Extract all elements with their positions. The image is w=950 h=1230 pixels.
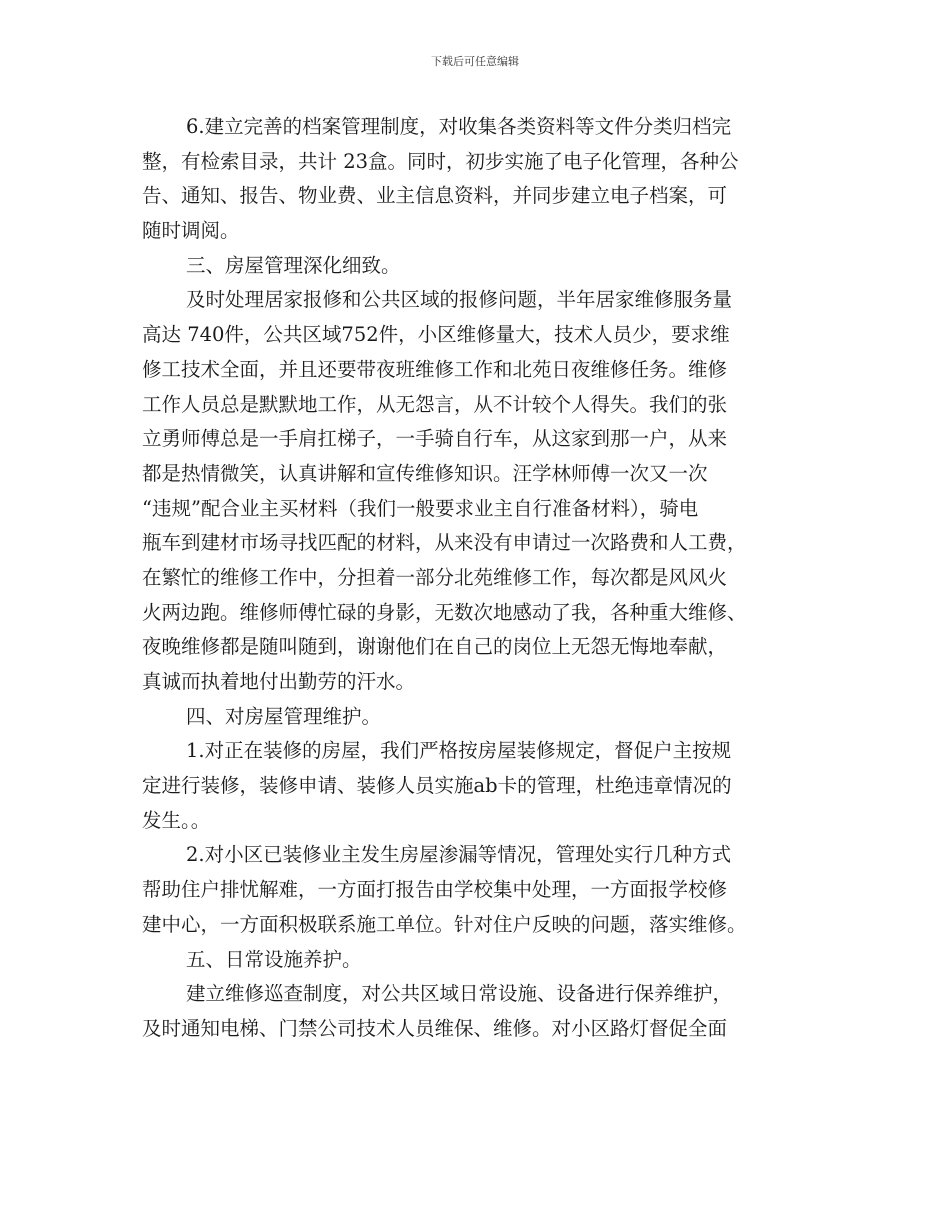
text-line: 高达 740件，公共区域752件，小区维修量大，技术人员少，要求维 (142, 323, 730, 347)
text-line: 四、对房屋管理维护。 (186, 704, 382, 728)
text-line: 建中心，一方面积极联系施工单位。针对住户反映的问题，落实维修。 (142, 912, 747, 936)
text-line: 告、通知、报告、物业费、业主信息资料，并同步建立电子档案，可 (142, 184, 728, 208)
page-header: 下载后可任意编辑 (431, 55, 519, 68)
text-line: 在繁忙的维修工作中，分担着一部分北苑维修工作，每次都是风风火 (142, 565, 728, 589)
text-line: 1.对正在装修的房屋，我们严格按房屋装修规定，督促户主按规 (186, 739, 732, 763)
text-line: 修工技术全面，并且还要带夜班维修工作和北苑日夜维修任务。维修 (142, 357, 728, 381)
text-line: 发生。。 (142, 808, 211, 832)
text-line: 建立维修巡查制度，对公共区域日常设施、设备进行保养维护， (186, 982, 733, 1006)
text-line: 瓶车到建材市场寻找匹配的材料，从来没有申请过一次路费和人工费， (142, 531, 747, 555)
text-line: 立勇师傅总是一手肩扛梯子，一手骑自行车，从这家到那一户，从来 (142, 427, 728, 451)
text-line: 帮助住户排忧解难，一方面打报告由学校集中处理，一方面报学校修 (142, 878, 728, 902)
text-line: 夜晚维修都是随叫随到，谢谢他们在自己的岗位上无怨无悔地奉献， (142, 635, 728, 659)
text-line: 6.建立完善的档案管理制度，对收集各类资料等文件分类归档完 (186, 115, 732, 138)
text-line: 工作人员总是默默地工作，从无怨言，从不计较个人得失。我们的张 (142, 392, 728, 416)
text-line: 都是热情微笑，认真讲解和宣传维修知识。汪学林师傅一次又一次 (142, 461, 708, 485)
text-line: 定进行装修，装修申请、装修人员实施ab卡的管理，杜绝违章情况的 (142, 774, 732, 798)
text-line: 随时调阅。 (142, 219, 240, 243)
text-line: 2.对小区已装修业主发生房屋渗漏等情况，管理处实行几种方式 (186, 843, 732, 867)
document-body (142, 110, 822, 1047)
text-line: 及时处理居家报修和公共区域的报修问题，半年居家维修服务量 (186, 288, 733, 312)
text-line: 整，有检索目录，共计 23盒。同时，初步实施了电子化管理，各种公 (142, 149, 739, 173)
text-line: 三、房屋管理深化细致。 (186, 253, 401, 277)
text-line: “违规”配合业主买材料（我们一般要求业主自行准备材料），骑电 (142, 496, 699, 520)
text-line: 真诚而执着地付出勤劳的汗水。 (142, 670, 416, 693)
text-line: 五、日常设施养护。 (186, 947, 362, 971)
text-line: 火两边跑。维修师傅忙碌的身影，无数次地感动了我，各种重大维修、 (142, 600, 747, 624)
text-line: 及时通知电梯、门禁公司技术人员维保、维修。对小区路灯督促全面 (142, 1016, 728, 1040)
